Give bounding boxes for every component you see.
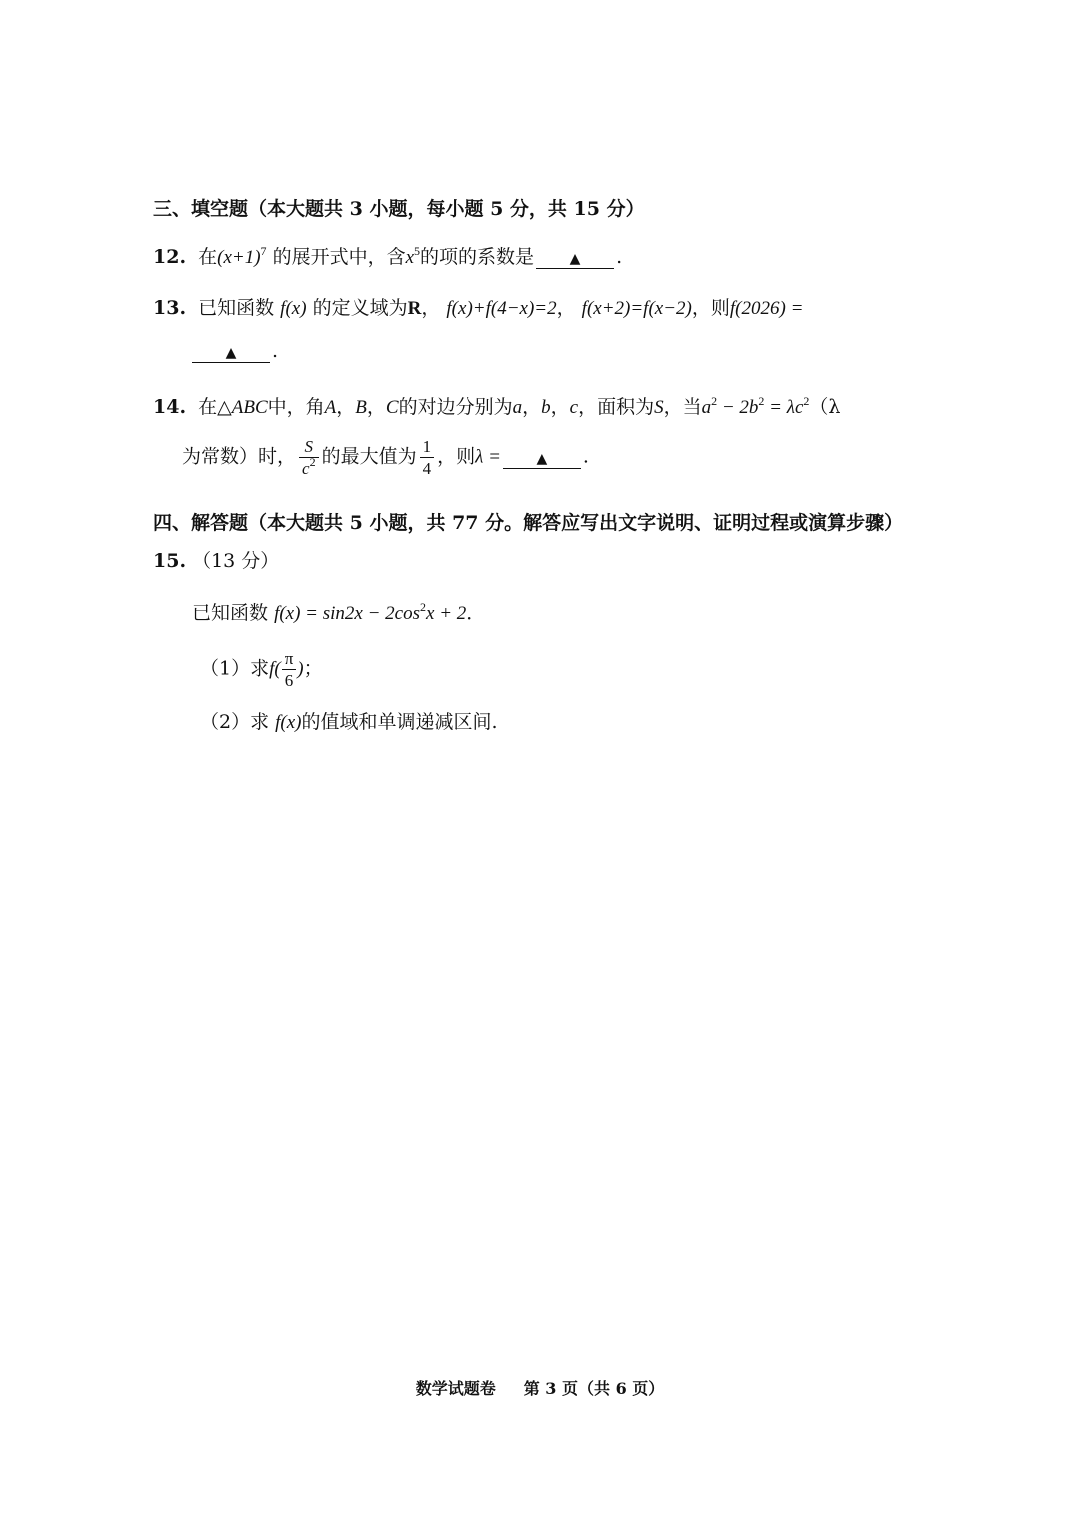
footer-page-number: 第 3 页（共 6 页） — [523, 1379, 665, 1398]
q15-part1-close: ) — [297, 658, 304, 680]
q13-sep-1: ， — [556, 297, 576, 319]
q15-stem-end: ． — [466, 602, 486, 624]
question-14: 14. 在△ABC中，角A，B，C的对边分别为a，b，c，面积为S，当$a^2 - 2b^2 = \lambda c^2(\lambda$ — [153, 394, 841, 418]
q14-angle-b: B — [355, 397, 367, 418]
question-15-part-2 — [200, 707, 498, 734]
q14-side-c: c — [569, 397, 579, 418]
question-15-header — [153, 546, 279, 573]
q14-lambda: λ = — [475, 446, 501, 468]
q12-text-3: 的项的系数是 — [420, 246, 535, 268]
q14-text-7: 为常数）时， — [182, 445, 297, 468]
triangle-marker-icon: ▲ — [569, 251, 581, 267]
q14-text-8: 的最大值为 — [321, 445, 417, 468]
q15-part1-f: f( — [269, 658, 281, 680]
question-15-points: （13 分） — [192, 550, 280, 572]
q13-condition-2: f(x+2)=f(x−2) — [581, 298, 692, 319]
q15-part1-label: （1）求 — [200, 657, 270, 680]
answer-blank-14[interactable] — [503, 448, 581, 469]
triangle-marker-icon: ▲ — [536, 450, 548, 467]
q13-fx: f(x) — [280, 298, 307, 319]
q13-condition-1: f(x)+f(4−x)=2 — [446, 298, 557, 319]
q14-sq-3: 2 — [803, 394, 810, 408]
q13-sep-0: ， — [421, 297, 441, 319]
q13-text-1: 已知函数 — [198, 297, 275, 319]
triangle-marker-icon: ▲ — [225, 345, 237, 361]
q12-expr: (x+1) — [217, 247, 261, 268]
q14-angle-c: C — [385, 397, 399, 418]
question-15-part-1 — [200, 648, 323, 691]
fraction-numerator: π — [282, 648, 297, 670]
q13-text-2: 的定义域为 — [312, 297, 408, 319]
q15-function-exp: 2 — [420, 600, 427, 614]
question-14-line-2 — [182, 436, 589, 479]
q15-stem-text: 已知函数 — [192, 602, 269, 624]
fraction-denominator-base: c — [302, 459, 310, 478]
q15-part2-text: 的值域和单调递减区间. — [301, 711, 498, 733]
q14-text-5: ，当 — [663, 396, 702, 418]
q13-end: . — [272, 340, 279, 362]
question-14-number: 14. — [153, 396, 187, 418]
q12-end: . — [616, 246, 623, 268]
section-3-heading: 三、填空题（本大题共 3 小题，每小题 5 分，共 15 分） — [153, 198, 645, 220]
question-12-number: 12. — [153, 246, 187, 268]
q12-text-2: 的展开式中，含 — [272, 246, 406, 268]
q15-function: f(x) = sin2x − 2cos — [274, 603, 421, 624]
q14-side-b: b — [541, 397, 551, 418]
page-footer — [0, 1376, 1080, 1399]
fraction-pi-over-6 — [282, 648, 297, 691]
fraction-denominator — [299, 455, 319, 479]
q15-part2-label: （2）求 — [200, 711, 270, 733]
section-4-heading: 四、解答题（本大题共 5 小题，共 77 分。解答应写出文字说明、证明过程或演算步骤） — [153, 512, 904, 534]
q14-text-4: ，面积为 — [578, 396, 655, 418]
fraction-numerator: 1 — [420, 436, 435, 458]
q14-text-9: ，则 — [437, 445, 476, 468]
q14-triangle: ABC — [231, 397, 268, 418]
q13-text-3: ，则 — [691, 297, 730, 319]
question-13-answer-line — [190, 340, 278, 363]
answer-blank-12[interactable] — [536, 248, 614, 269]
question-13-number: 13. — [153, 297, 187, 319]
q14-eq-rhs: = λc — [764, 397, 804, 418]
q14-angle-a: A — [324, 397, 337, 418]
q14-end: . — [582, 445, 589, 468]
q14-eq-lhs: a — [701, 397, 712, 418]
question-15-stem — [192, 598, 485, 625]
q12-exp: 7 — [260, 244, 267, 258]
q12-text-1: 在 — [198, 246, 218, 268]
fraction-numerator: S — [299, 436, 319, 458]
q14-text-6: （λ — [809, 396, 841, 418]
fraction-s-over-c2 — [299, 436, 319, 479]
q13-reals: R — [407, 298, 422, 319]
footer-title: 数学试题卷 — [415, 1379, 496, 1398]
q14-eq-mid: − 2b — [717, 397, 759, 418]
fraction-denominator: 6 — [284, 671, 294, 690]
q14-text-3: 的对边分别为 — [398, 396, 513, 418]
q12-var: x — [405, 247, 415, 268]
q15-part1-end: ； — [303, 657, 323, 680]
fraction-denominator-exp: 2 — [309, 455, 316, 469]
q15-function-tail: x + 2 — [426, 603, 467, 624]
q14-area: S — [654, 397, 664, 418]
question-15-number: 15. — [153, 550, 187, 572]
q14-sq-1: 2 — [711, 394, 718, 408]
q12-var-exp: 5 — [414, 244, 421, 258]
q14-text-1: 在△ — [198, 396, 232, 418]
answer-blank-13[interactable] — [192, 342, 270, 363]
question-12 — [153, 242, 622, 269]
question-13 — [153, 293, 803, 320]
fraction-denominator: 4 — [422, 459, 432, 478]
q14-text-2: 中，角 — [267, 396, 325, 418]
q14-sq-2: 2 — [758, 394, 765, 408]
q13-target: f(2026) = — [729, 298, 804, 319]
q15-part2-f: f(x) — [275, 712, 302, 733]
q14-side-a: a — [512, 397, 523, 418]
fraction-one-quarter — [420, 436, 435, 479]
